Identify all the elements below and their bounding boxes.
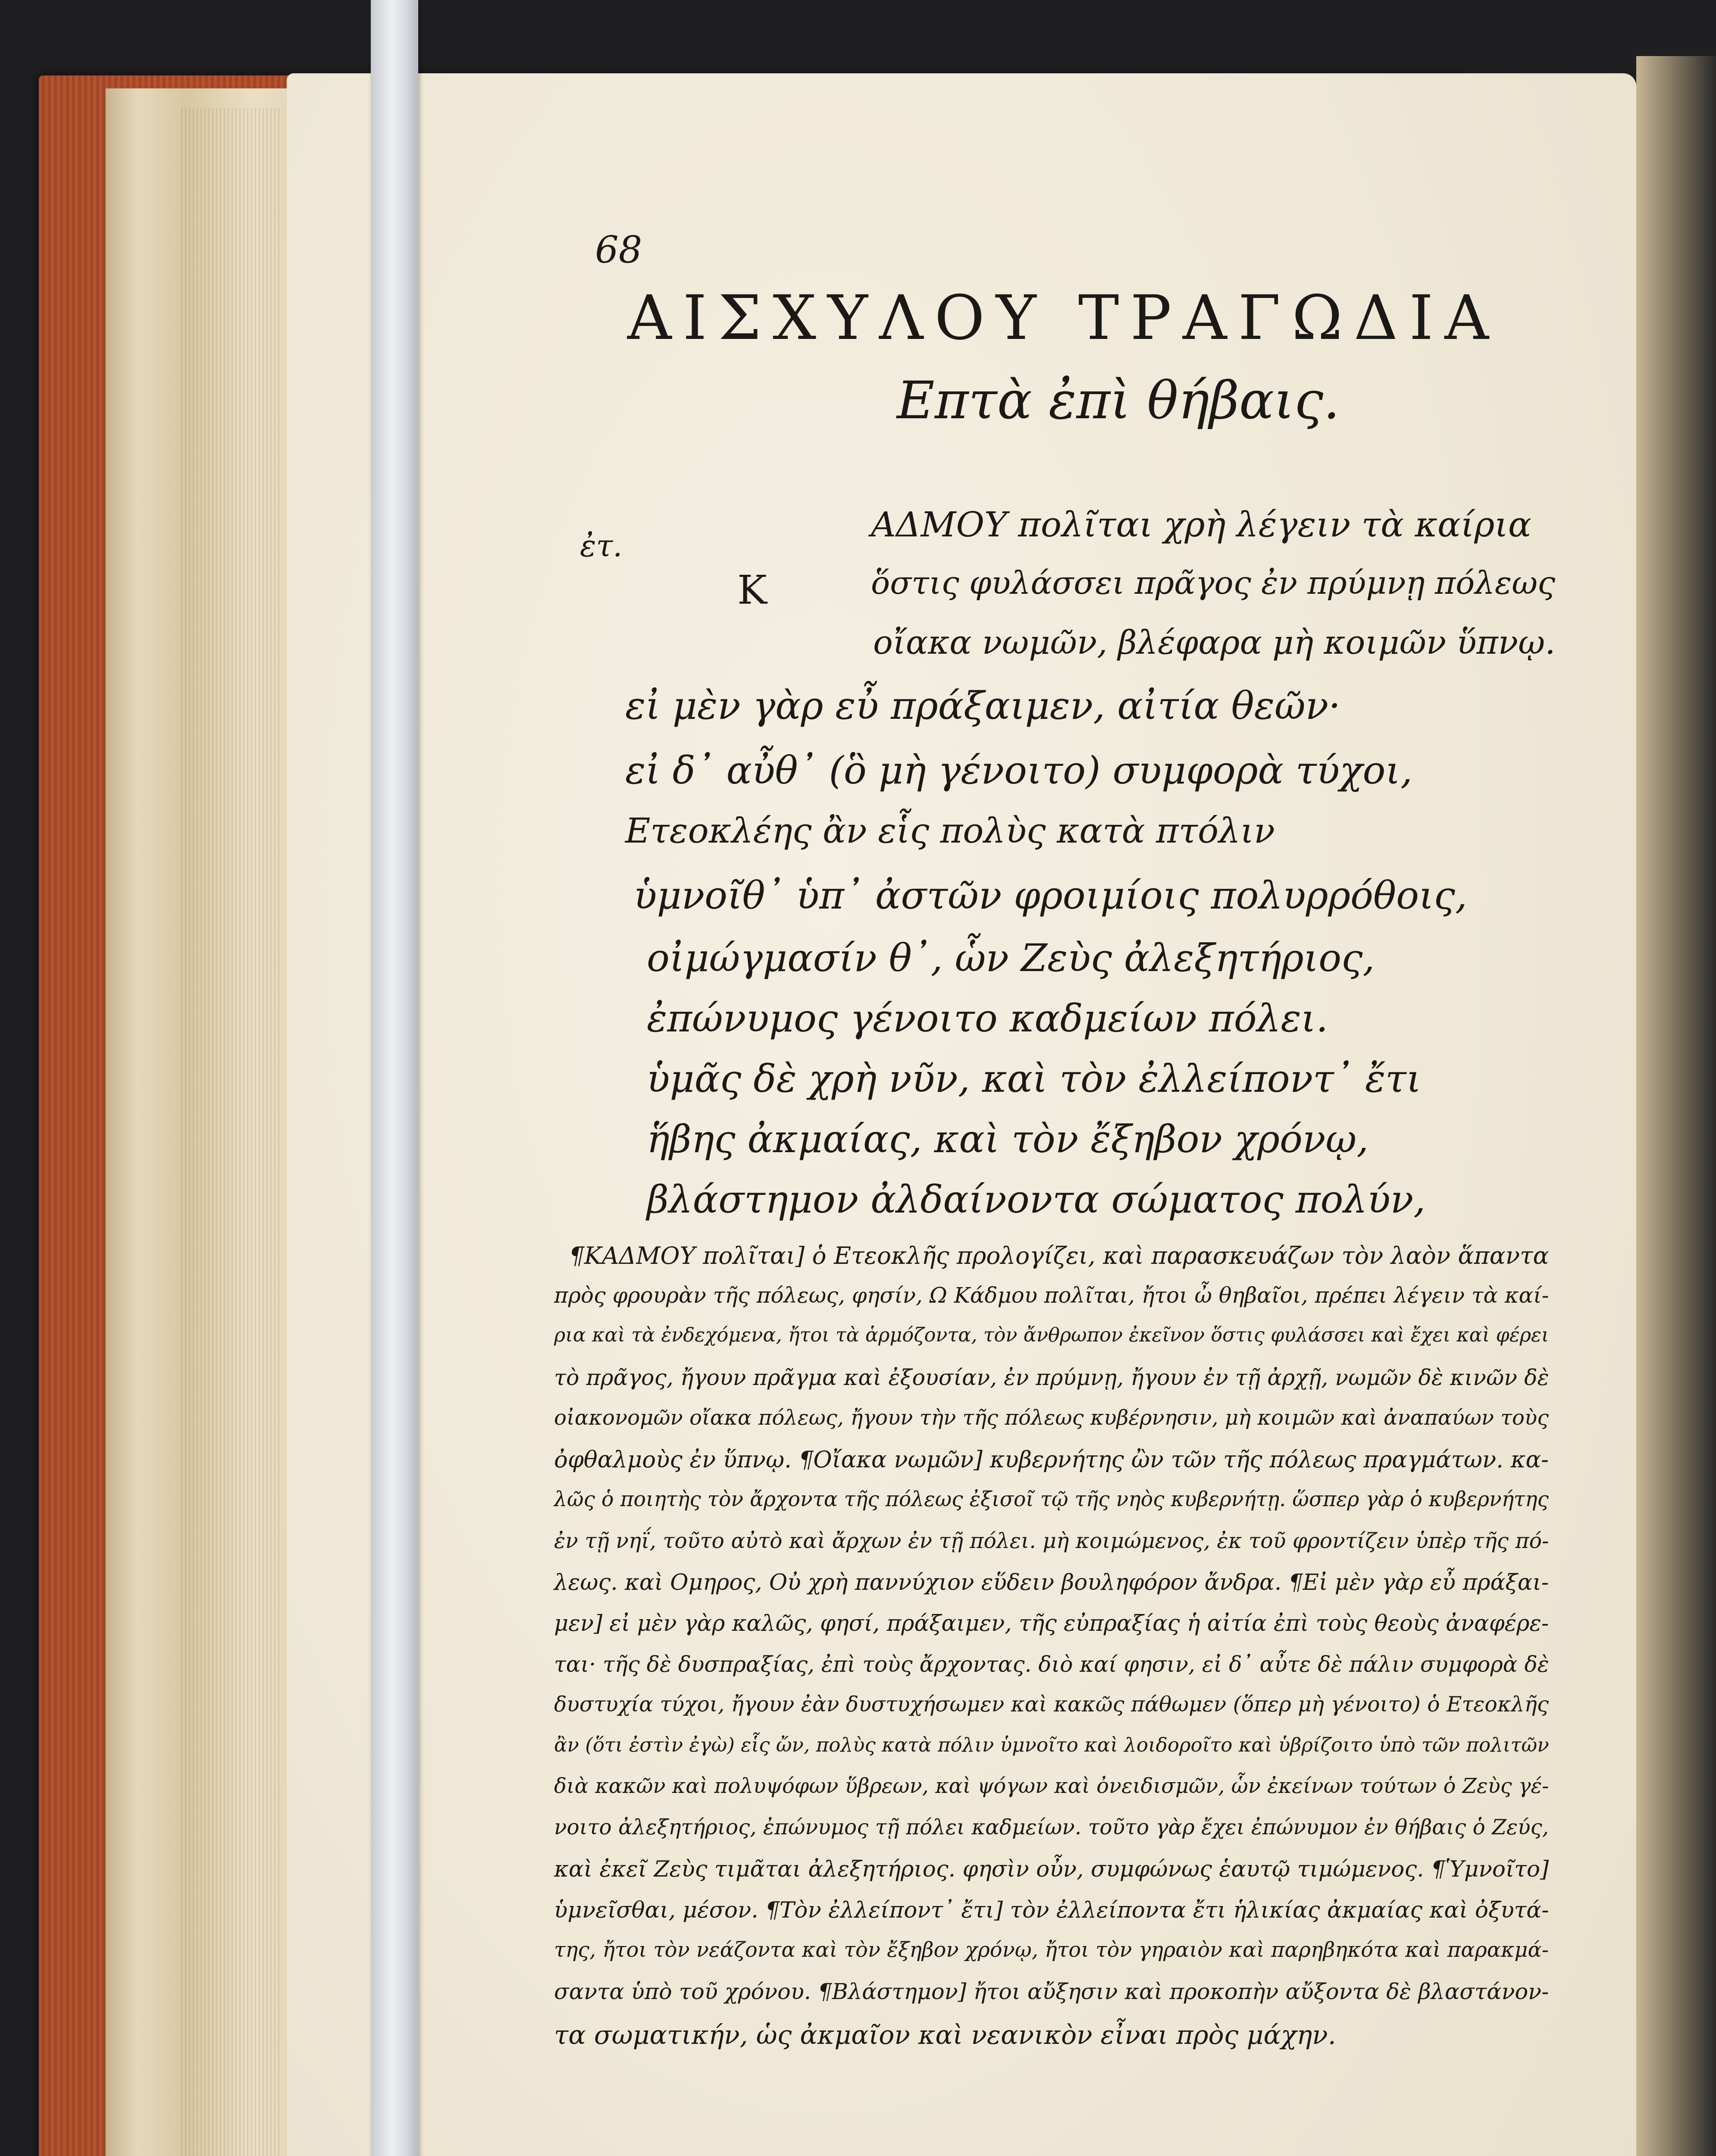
verse-line: Ετεοκλέης ἂν εἷς πολὺς κατὰ πτόλιν xyxy=(625,811,1275,851)
bookmark-ribbon xyxy=(371,0,418,2156)
verse-line: οἰμώγμασίν θ᾽, ὧν Ζεὺς ἀλεξητήριος, xyxy=(647,936,1375,980)
verse-line: οἴακα νωμῶν, βλέφαρα μὴ κοιμῶν ὕπνῳ. xyxy=(873,623,1556,661)
commentary-line: ὑμνεῖσθαι, μέσον. ¶Τὸν ἐλλείποντ᾽ ἔτι] τὸν ἐλλείποντα ἔτι ἡλικίας ἀκμαίας καὶ ὀξυτά- xyxy=(554,1897,1549,1923)
commentary-line: καὶ ἐκεῖ Ζεὺς τιμᾶται ἀλεξητήριος. φησὶν οὖν, συμφώνως ἑαυτῷ τιμώμενος. ¶Ὑμνοῖτο] xyxy=(554,1856,1549,1882)
commentary-line: οἰακονομῶν οἴακα πόλεως, ἤγουν τὴν τῆς πόλεως κυβέρνησιν, μὴ κοιμῶν καὶ ἀναπαύων τοὺς xyxy=(554,1406,1549,1430)
verse-line: ἥβης ἀκμαίας, καὶ τὸν ἔξηβον χρόνῳ, xyxy=(647,1117,1369,1161)
verse-line: ΑΔΜΟΥ πολῖται χρὴ λέγειν τὰ καίρια xyxy=(871,505,1531,545)
commentary-line: της, ἤτοι τὸν νεάζοντα καὶ τὸν ἔξηβον χρόνῳ, ἤτοι τὸν γηραιὸν καὶ παρηβηκότα καὶ παρακμά- xyxy=(554,1938,1549,1962)
commentary-line: τα σωματικήν, ὡς ἀκμαῖον καὶ νεανικὸν εἶναι πρὸς μάχην. xyxy=(554,2020,1336,2050)
right-page-edge xyxy=(1636,56,1716,2156)
verse-line: βλάστημον ἀλδαίνοντα σώματος πολύν, xyxy=(647,1177,1426,1222)
commentary-line: λεως. καὶ Ομηρος, Οὐ χρὴ παννύχιον εὕδειν βουληφόρον ἄνδρα. ¶Εἰ μὲν γὰρ εὖ πράξαι- xyxy=(554,1570,1549,1595)
commentary-line: πρὸς φρουρὰν τῆς πόλεως, φησίν, Ω Κάδμου πολῖται, ἤτοι ὦ θηβαῖοι, πρέπει λέγειν τὰ καί- xyxy=(554,1283,1549,1308)
commentary-line: νοιτο ἀλεξητήριος, ἐπώνυμος τῇ πόλει καδμείων. τοῦτο γὰρ ἔχει ἐπώνυμον ἐν θήβαις ὁ Ζεύς, xyxy=(554,1815,1549,1839)
verse-line: ὑμνοῖθ᾽ ὑπ᾽ ἀστῶν φροιμίοις πολυρρόθοις, xyxy=(634,873,1467,918)
page-subtitle: Επτὰ ἐπὶ θήβαις. xyxy=(897,371,1340,431)
commentary-line: δυστυχία τύχοι, ἤγουν ἐὰν δυστυχήσωμεν καὶ κακῶς πάθωμεν (ὅπερ μὴ γένοιτο) ὁ Ετεοκλῆς xyxy=(554,1692,1549,1717)
commentary-line: διὰ κακῶν καὶ πολυψόφων ὕβρεων, καὶ ψόγων καὶ ὀνειδισμῶν, ὧν ἐκείνων τούτων ὁ Ζεὺς γέ- xyxy=(554,1774,1549,1798)
verse-line: ὅστις φυλάσσει πρᾶγος ἐν πρύμνῃ πόλεως xyxy=(871,565,1556,602)
commentary-line: ται· τῆς δὲ δυσπραξίας, ἐπὶ τοὺς ἄρχοντας. διὸ καί φησιν, εἰ δ᾽ αὖτε δὲ πάλιν συμφορὰ δὲ xyxy=(554,1651,1549,1677)
page-edges xyxy=(181,108,280,2156)
commentary-line: λῶς ὁ ποιητὴς τὸν ἄρχοντα τῆς πόλεως ἐξισοῖ τῷ τῆς νηὸς κυβερνήτῃ. ὥσπερ γὰρ ὁ κυβερνήτης xyxy=(554,1488,1549,1511)
page-number: 68 xyxy=(595,229,642,272)
commentary-line: τὸ πρᾶγος, ἤγουν πρᾶγμα καὶ ἐξουσίαν, ἐν πρύμνῃ, ἤγουν ἐν τῇ ἀρχῇ, νωμῶν δὲ κινῶν δὲ xyxy=(554,1365,1549,1390)
commentary-line: ἂν (ὅτι ἐστὶν ἐγὼ) εἷς ὤν, πολὺς κατὰ πόλιν ὑμνοῖτο καὶ λοιδοροῖτο καὶ ὑβρίζοιτο ὑπὸ τῶν πολιτῶν xyxy=(554,1733,1549,1756)
commentary-line: ¶ΚΑΔΜΟΥ πολῖται] ὁ Ετεοκλῆς προλογίζει, καὶ παρασκευάζων τὸν λαὸν ἅπαντα xyxy=(569,1242,1549,1269)
drop-cap: K xyxy=(737,567,767,613)
commentary-line: μεν] εἰ μὲν γὰρ καλῶς, φησί, πράξαιμεν, τῆς εὐπραξίας ἡ αἰτία ἐπὶ τοὺς θεοὺς ἀναφέρε- xyxy=(554,1611,1549,1636)
commentary-line: σαντα ὑπὸ τοῦ χρόνου. ¶Βλάστημον] ἤτοι αὔξησιν καὶ προκοπὴν αὔξοντα δὲ βλαστάνον- xyxy=(554,1979,1549,2005)
verse-line: εἰ δ᾽ αὖθ᾽ (ὃ μὴ γένοιτο) συμφορὰ τύχοι, xyxy=(625,748,1412,793)
commentary-line: ἐν τῇ νηΐ, τοῦτο αὐτὸ καὶ ἄρχων ἐν τῇ πόλει. μὴ κοιμώμενος, ἐκ τοῦ φροντίζειν ὑπὲρ τῆς πό- xyxy=(554,1529,1549,1553)
commentary-line: ρια καὶ τὰ ἐνδεχόμενα, ἤτοι τὰ ἁρμόζοντα, τὸν ἄνθρωπον ἐκεῖνον ὅστις φυλάσσει καὶ ἔχει καὶ φέρει xyxy=(554,1324,1549,1346)
verse-line: ὑμᾶς δὲ χρὴ νῦν, καὶ τὸν ἐλλείποντ᾽ ἔτι xyxy=(647,1056,1422,1101)
verse-line: ἐπώνυμος γένοιτο καδμείων πόλει. xyxy=(647,996,1328,1040)
page-title: ΑΙΣΧΥΛΟΥ ΤΡΑΓΩΔΙΑ xyxy=(627,282,1500,354)
speaker-label: ἐτ. xyxy=(580,528,623,564)
commentary-line: ὀφθαλμοὺς ἐν ὕπνῳ. ¶Οἴακα νωμῶν] κυβερνήτης ὢν τῶν τῆς πόλεως πραγμάτων. κα- xyxy=(554,1447,1549,1473)
verse-line: εἰ μὲν γὰρ εὖ πράξαιμεν, αἰτία θεῶν· xyxy=(625,683,1341,728)
